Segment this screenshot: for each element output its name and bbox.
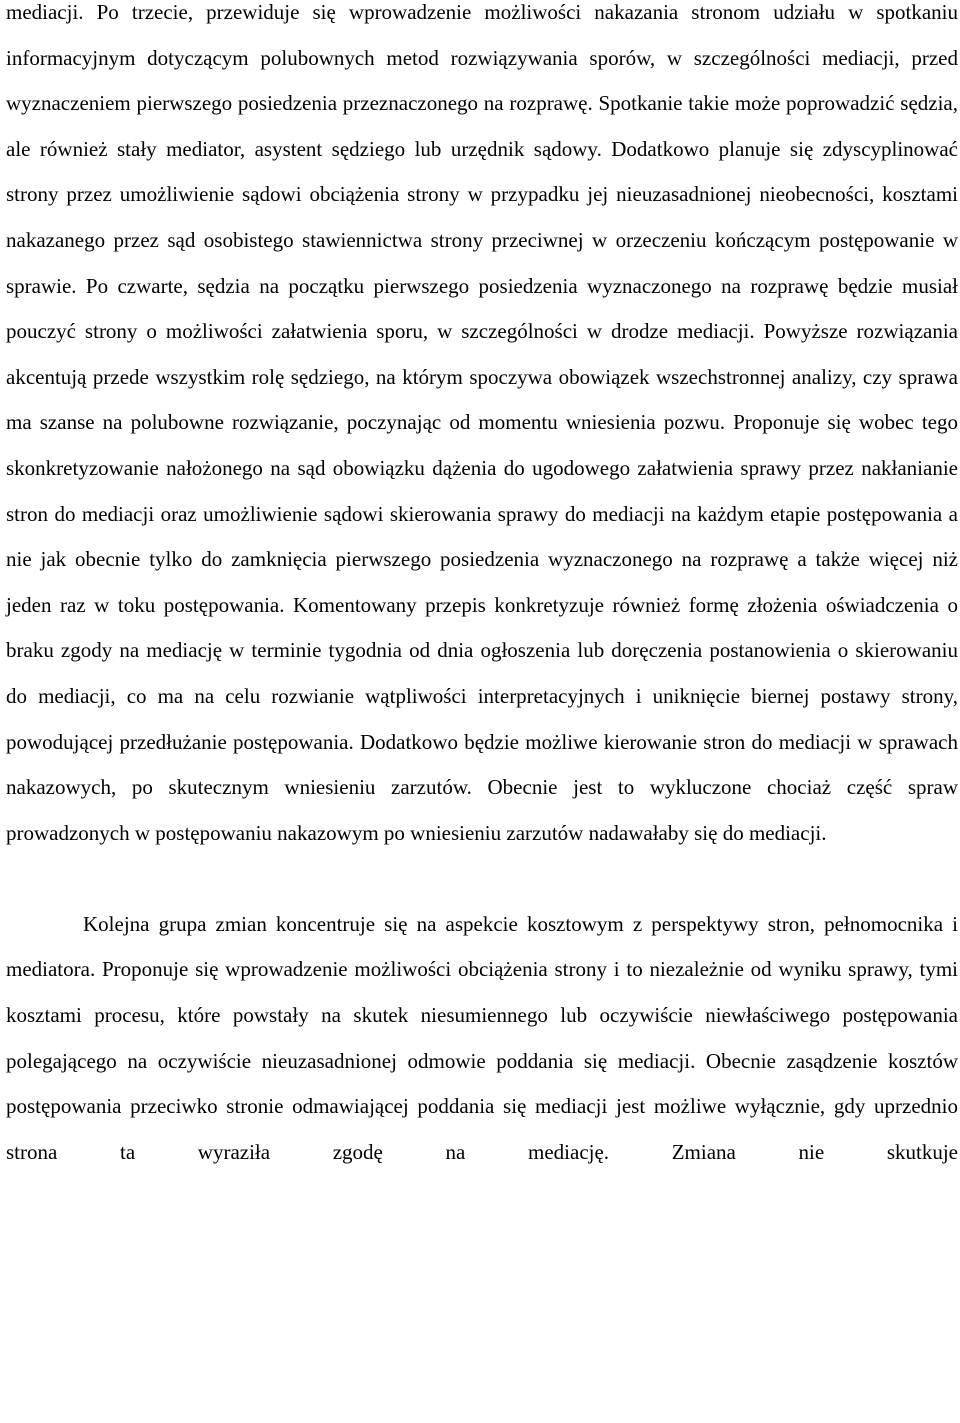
- paragraph-mediation-measures: mediacji. Po trzecie, przewiduje się wprowadzenie możliwości nakazania stronom udziału w spotkaniu informacyjnym dotyczącym polubownych metod rozwiązywania sporów, w szczególności mediacji, przed wyznaczeniem pierwszego posiedzenia przeznaczonego na rozprawę. Spotkanie takie może poprowadzić sędzia, ale również stały mediator, asystent sędziego lub urzędnik sądowy. Dodatkowo planuje się zdyscyplinować strony przez umożliwienie sądowi obciążenia strony w przypadku jej nieuzasadnionej nieobecności, kosztami nakazanego przez sąd osobistego stawiennictwa strony przeciwnej w orzeczeniu kończącym postępowanie w sprawie. Po czwarte, sędzia na początku pierwszego posiedzenia wyznaczonego na rozprawę będzie musiał pouczyć strony o możliwości załatwienia sporu, w szczególności w drodze mediacji. Powyższe rozwiązania akcentują przede wszystkim rolę sędziego, na którym spoczywa obowiązek wszechstronnej analizy, czy sprawa ma szanse na polubowne rozwiązanie, poczynając od momentu wniesienia pozwu. Proponuje się wobec tego skonkretyzowanie nałożonego na sąd obowiązku dążenia do ugodowego załatwienia sprawy przez nakłanianie stron do mediacji oraz umożliwienie sądowi skierowania sprawy do mediacji na każdym etapie postępowania a nie jak obecnie tylko do zamknięcia pierwszego posiedzenia wyznaczonego na rozprawę a także więcej niż jeden raz w toku postępowania. Komentowany przepis konkretyzuje również formę złożenia oświadczenia o braku zgody na mediację w terminie tygodnia od dnia ogłoszenia lub doręczenia postanowienia o skierowaniu do mediacji, co ma na celu rozwianie wątpliwości interpretacyjnych i uniknięcie biernej postawy strony, powodującej przedłużanie postępowania. Dodatkowo będzie możliwe kierowanie stron do mediacji w sprawach nakazowych, po skutecznym wniesieniu zarzutów. Obecnie jest to wykluczone chociaż część spraw prowadzonych w postępowaniu nakazowym po wniesieniu zarzutów nadawałaby się do mediacji.: [6, 0, 958, 845]
- paragraph-cost-changes: Kolejna grupa zmian koncentruje się na aspekcie kosztowym z perspektywy stron, pełnomocnika i mediatora. Proponuje się wprowadzenie możliwości obciążenia strony i to niezależnie od wyniku sprawy, tymi kosztami procesu, które powstały na skutek niesumiennego lub oczywiście niewłaściwego postępowania polegającego na oczywiście nieuzasadnionej odmowie poddania się mediacji. Obecnie zasądzenie kosztów postępowania przeciwko stronie odmawiającej poddania się mediacji jest możliwe wyłącznie, gdy uprzednio strona ta wyraziła zgodę na mediację. Zmiana nie skutkuje: [6, 911, 958, 1164]
- document-page: [6, 0, 958, 1175]
